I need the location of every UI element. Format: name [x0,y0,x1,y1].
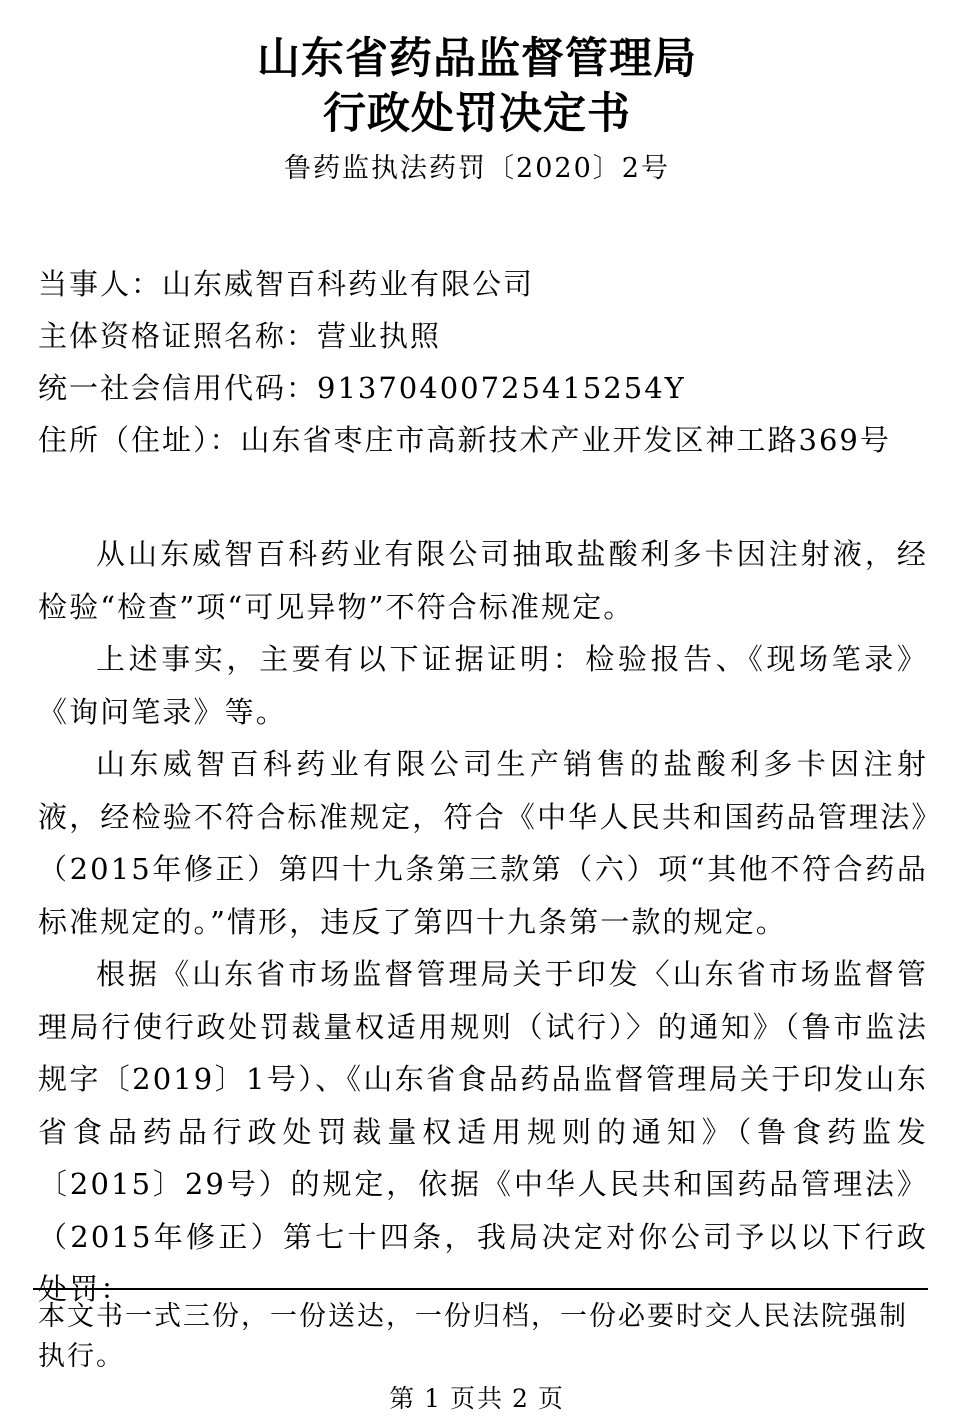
paragraph-sampling: 从山东威智百科药业有限公司抽取盐酸利多卡因注射液，经检验“检查”项“可见异物”不符合标准规定。 [38,537,928,624]
document-title-type: 行政处罚决定书 [323,89,631,139]
document-title-agency: 山东省药品监督管理局 [257,34,697,84]
paragraph-evidence: 上述事实，主要有以下证据证明：检验报告、《现场笔录》《询问笔录》等。 [38,642,928,729]
page-number [0,1382,954,1416]
footer-note: 本文书一式三份，一份送达，一份归档，一份必要时交人民法院强制执行。 [38,1301,908,1372]
paragraph-violation: 山东威智百科药业有限公司生产销售的盐酸利多卡因注射液，经检验不符合标准规定，符合《中华人民共和国药品管理法》（2015年修正）第四十九条第三款第（六）项“其他不符合药品标准规定的。”情形，违反了第四十九条第一款的规定。 [38,747,928,939]
footer-divider [33,1288,928,1290]
page-middle: 页共 [449,1384,504,1413]
party-credit-code: 统一社会信用代码：91370400725415254Y [38,371,686,405]
party-license: 主体资格证照名称：营业执照 [38,319,442,353]
decision-body [38,528,928,1316]
party-address: 住所（住址）：山东省枣庄市高新技术产业开发区神工路369号 [38,423,891,457]
paragraph-legal-basis: 根据《山东省市场监督管理局关于印发〈山东省市场监督管理局行使行政处罚裁量权适用规则（试行）〉的通知》（鲁市监法规字〔2019〕1号）、《山东省食品药品监督管理局关于印发山东省食品药品行政处罚裁量权适用规则的通知》（鲁食药监发〔2015〕29号）的规定，依据《中华人民共和国药品管理法》（2015年修正）第七十四条，我局决定对你公司予以以下行政处罚： [38,957,928,1306]
page-total: 2 [512,1384,530,1413]
page-suffix: 页 [537,1384,565,1413]
page-prefix: 第 [389,1384,417,1413]
document-number: 鲁药监执法药罚〔2020〕2号 [284,153,670,184]
party-name: 当事人：山东威智百科药业有限公司 [38,267,535,301]
page-current: 1 [424,1384,442,1413]
